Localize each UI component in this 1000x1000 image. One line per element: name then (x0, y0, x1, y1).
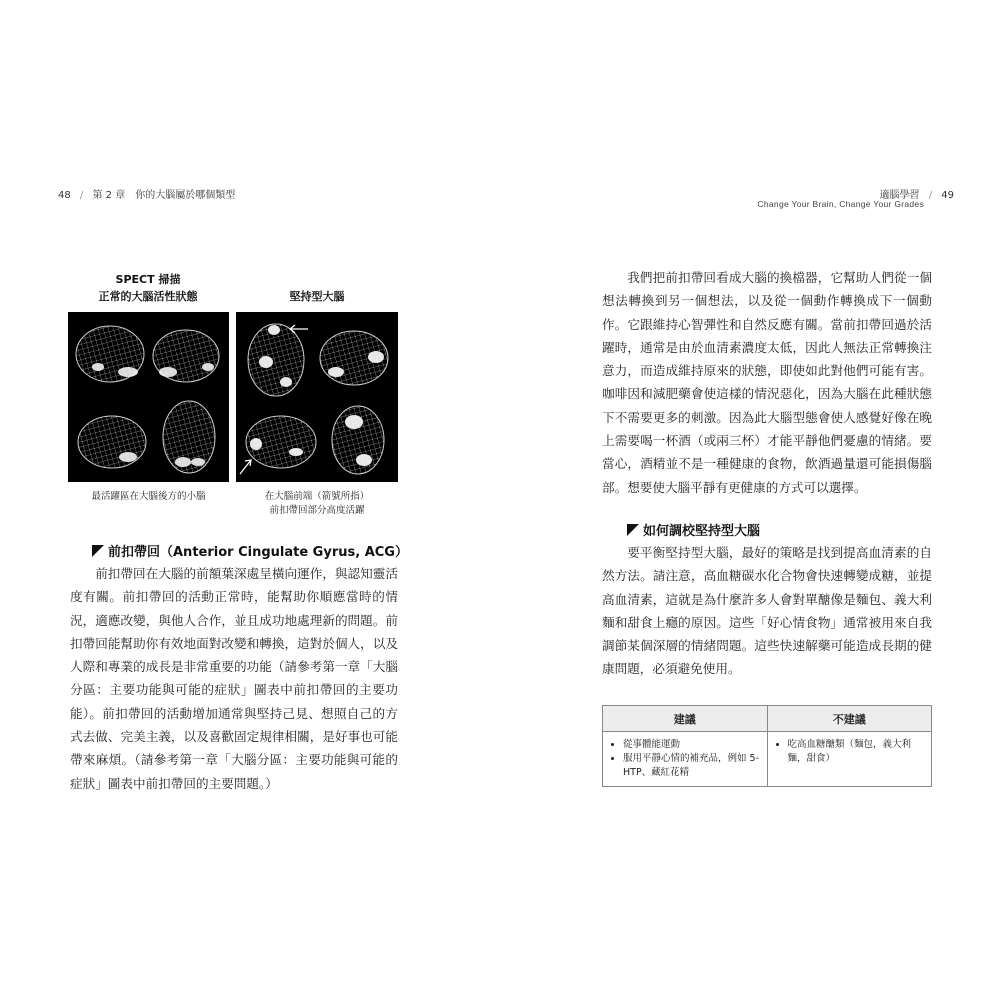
chapter-title: 第 2 章 你的大腦屬於哪個類型 (92, 190, 236, 201)
spect-scan-normal-image (68, 312, 229, 482)
figure-right-caption: 在大腦前端（箭號所指） 前扣帶回部分高度活躍 (264, 491, 370, 516)
tuning-body-text (602, 541, 932, 681)
triangle-bullet-icon (92, 545, 104, 557)
list-item: • 從事體能運動 (623, 738, 763, 752)
section-heading-acg: 前扣帶回（Anterior Cingulate Gyrus, ACG） (92, 541, 408, 560)
table-header-recommended: 建議 (603, 706, 768, 732)
not-recommended-cell (767, 732, 932, 787)
figure-left-caption: 最活躍區在大腦後方的小腦 (91, 491, 206, 502)
triangle-bullet-icon (627, 524, 639, 536)
section-heading-tuning: 如何調校堅持型大腦 (627, 520, 760, 539)
acg-body-text (70, 562, 398, 795)
recommended-cell (603, 732, 768, 787)
acg-paragraph: 前扣帶回在大腦的前額葉深處呈橫向運作，與認知靈活度有關。前扣帶回的活動正常時，能幫助你順應當時的情況，適應改變，與他人合作，並且成功地處理新的問題。前扣帶回能幫助你有效地面對改變和轉換，這對於個人，以及人際和專業的成長是非常重要的功能（請參考第一章「大腦分區：主要功能與可能的症狀」圖表中前扣帶回的主要功能）。前扣帶回的活動增加通常與堅持己見、想照自己的方式去做、完美主義，以及喜歡固定規律相關，是好事也可能帶來麻煩。（請參考第一章「大腦分區：主要功能與可能的症狀」圖表中前扣帶回的主要問題。） (70, 566, 398, 791)
spect-scan-persistent-image (236, 312, 398, 482)
tuning-paragraph: 要平衡堅持型大腦，最好的策略是找到提高血清素的自然方法。請注意，高血糖碳水化合物會快速轉變成糖，並提高血清素，這就是為什麼許多人會對單醣像是麵包、義大利麵和甜食上癮的原因。這些「好心情食物」通常被用來自我調節某個深層的情緒問題。這些快速解藥可能造成長期的健康問題，必須避免使用。 (602, 545, 932, 677)
figure-left-title: SPECT 掃描 正常的大腦活性狀態 (98, 273, 198, 303)
table-header-not-recommended: 不建議 (767, 706, 932, 732)
list-item: • 吃高血糖醣類（麵包，義大利麵，甜食） (788, 738, 928, 766)
recommendation-table (602, 705, 932, 787)
header-left: 48 / 第 2 章 你的大腦屬於哪個類型 (58, 190, 236, 201)
intro-body-text (602, 266, 932, 499)
header-right: 適腦學習 / 49 (879, 190, 954, 201)
intro-paragraph: 我們把前扣帶回看成大腦的換檔器，它幫助人們從一個想法轉換到另一個想法，以及從一個動作轉換成下一個動作。它跟維持心智彈性和自然反應有關。當前扣帶回過於活躍時，通常是由於血清素濃度太低，因此人無法正常轉換注意力，而造成維持原來的狀態，即使如此對他們可能有害。咖啡因和減肥藥會使這樣的情況惡化，因為大腦在此種狀態下不需要更多的刺激。因為此大腦型態會使人感覺好像在晚上需要喝一杯酒（或兩三杯）才能平靜他們憂慮的情緒。要當心，酒精並不是一種健康的食物，飲酒過量還可能損傷腦部。想要使大腦平靜有更健康的方式可以選擇。 (602, 270, 932, 495)
book-title: 適腦學習 (879, 190, 920, 201)
book-subtitle: Change Your Brain, Change Your Grades (757, 199, 924, 209)
page-number-left: 48 (58, 190, 71, 201)
page-number-right: 49 (941, 190, 954, 201)
figure-right-title: 堅持型大腦 (289, 290, 345, 303)
list-item: • 服用平靜心情的補充品，例如 5-HTP、藏紅花精 (623, 752, 763, 780)
